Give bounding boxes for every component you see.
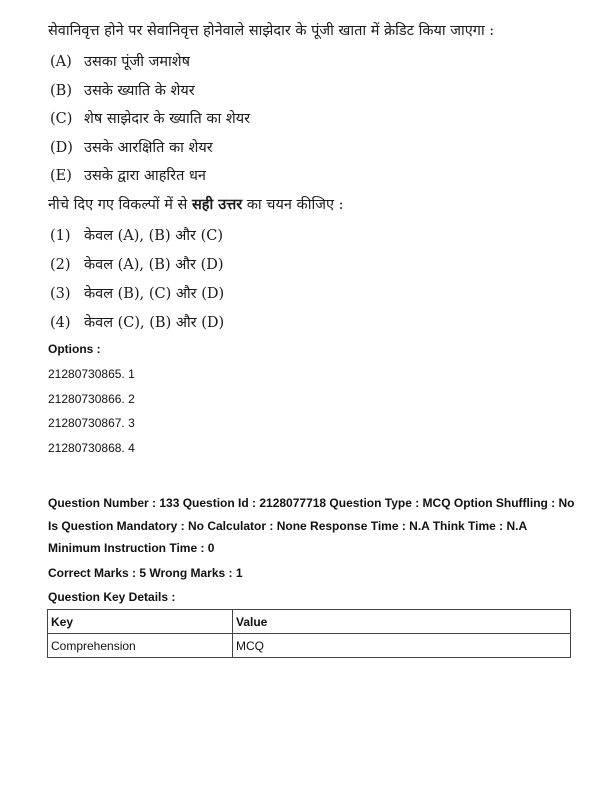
statement-label: (B): [50, 83, 72, 99]
statement-text: उसके ख्याति के शेयर: [84, 83, 195, 99]
option-item: 21280730866. 2: [48, 392, 135, 406]
statement-a: [50, 51, 190, 71]
question-meta-line-1: Question Number : 133 Question Id : 2128077718 Question Type : MCQ Option Shuffling : No: [48, 496, 575, 510]
table-header-row: [48, 610, 571, 634]
table-cell-key: Comprehension: [48, 634, 233, 658]
option-item: 21280730868. 4: [48, 441, 135, 455]
choice-text: केवल (A), (B) और (C): [84, 228, 224, 244]
choice-label: (4): [50, 315, 71, 331]
instruction-pre: नीचे दिए गए विकल्पों में से: [48, 197, 192, 213]
statement-e: [50, 165, 206, 185]
choice-3: [50, 283, 224, 303]
choice-text: केवल (B), (C) और (D): [84, 286, 225, 302]
statement-d: [50, 137, 213, 157]
statement-b: [50, 80, 195, 100]
statement-text: उसके द्वारा आहरित धन: [84, 168, 206, 184]
key-details-table: [47, 609, 571, 658]
statement-label: (A): [50, 54, 72, 70]
key-details-heading: Question Key Details :: [48, 590, 176, 604]
choice-4: [50, 312, 224, 332]
options-heading: Options :: [48, 342, 101, 356]
choice-text: केवल (C), (B) और (D): [84, 315, 225, 331]
statement-text: उसका पूंजी जमाशेष: [84, 54, 191, 70]
choice-text: केवल (A), (B) और (D): [84, 257, 224, 273]
table-row: [48, 634, 571, 658]
statement-c: [50, 108, 250, 128]
statement-label: (C): [50, 111, 73, 127]
table-header-value: Value: [233, 610, 571, 634]
choice-label: (1): [50, 228, 71, 244]
question-meta-line-2: Is Question Mandatory : No Calculator : None Response Time : N.A Think Time : N.A: [48, 519, 528, 533]
statement-text: उसके आरक्षिति का शेयर: [84, 140, 213, 156]
choice-2: [50, 254, 224, 274]
choice-label: (2): [50, 257, 71, 273]
table-header-key: Key: [48, 610, 233, 634]
choice-label: (3): [50, 286, 71, 302]
statement-text: शेष साझेदार के ख्याति का शेयर: [84, 111, 251, 127]
question-meta-line-3: Minimum Instruction Time : 0: [48, 541, 215, 555]
instruction-line: [48, 194, 343, 214]
marks-line: Correct Marks : 5 Wrong Marks : 1: [48, 566, 243, 580]
choice-1: [50, 225, 223, 245]
option-item: 21280730867. 3: [48, 416, 135, 430]
statement-label: (D): [50, 140, 73, 156]
table-cell-value: MCQ: [233, 634, 571, 658]
statement-label: (E): [50, 168, 72, 184]
instruction-bold: सही उत्तर: [191, 196, 243, 213]
option-item: 21280730865. 1: [48, 367, 135, 381]
question-stem: सेवानिवृत्त होने पर सेवानिवृत्त होनेवाले साझेदार के पूंजी खाता में क्रेडिट किया जाएगा :: [48, 23, 495, 39]
instruction-post: का चयन कीजिए :: [242, 197, 344, 213]
